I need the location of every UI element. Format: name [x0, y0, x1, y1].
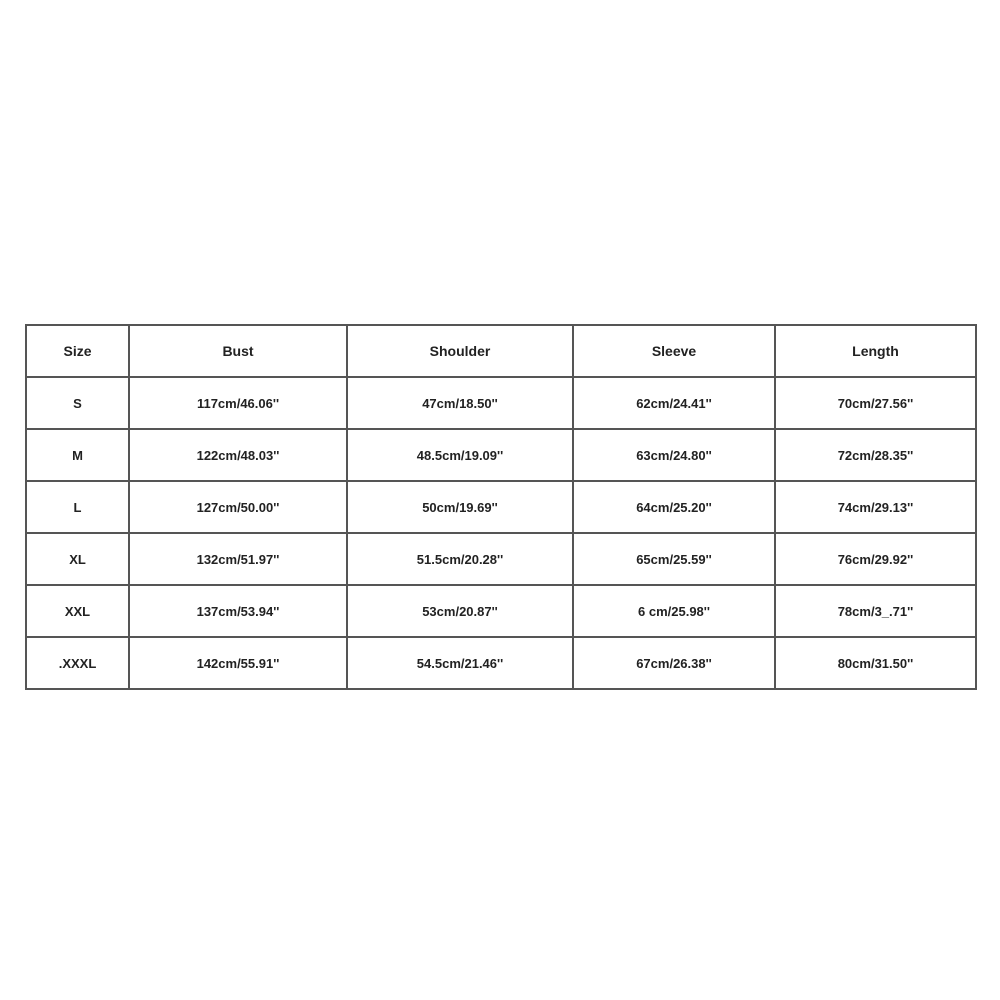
table-row — [26, 637, 976, 689]
table-row — [26, 429, 976, 481]
sleeve-cell: 64cm/25.20'' — [573, 481, 775, 533]
bust-cell: 117cm/46.06'' — [129, 377, 347, 429]
header-shoulder: Shoulder — [347, 325, 573, 377]
shoulder-cell: 54.5cm/21.46'' — [347, 637, 573, 689]
shoulder-cell: 51.5cm/20.28'' — [347, 533, 573, 585]
sleeve-cell: 6 cm/25.98'' — [573, 585, 775, 637]
table-row — [26, 585, 976, 637]
sleeve-cell: 65cm/25.59'' — [573, 533, 775, 585]
shoulder-cell: 53cm/20.87'' — [347, 585, 573, 637]
header-size: Size — [26, 325, 129, 377]
table-row — [26, 481, 976, 533]
length-cell: 70cm/27.56'' — [775, 377, 976, 429]
shoulder-cell: 47cm/18.50'' — [347, 377, 573, 429]
size-cell: XL — [26, 533, 129, 585]
size-chart-table — [25, 324, 977, 690]
shoulder-cell: 50cm/19.69'' — [347, 481, 573, 533]
size-cell: .XXXL — [26, 637, 129, 689]
header-row — [26, 325, 976, 377]
bust-cell: 122cm/48.03'' — [129, 429, 347, 481]
bust-cell: 137cm/53.94'' — [129, 585, 347, 637]
length-cell: 72cm/28.35'' — [775, 429, 976, 481]
size-cell: S — [26, 377, 129, 429]
bust-cell: 127cm/50.00'' — [129, 481, 347, 533]
bust-cell: 142cm/55.91'' — [129, 637, 347, 689]
size-cell: L — [26, 481, 129, 533]
bust-cell: 132cm/51.97'' — [129, 533, 347, 585]
table-row — [26, 377, 976, 429]
size-cell: M — [26, 429, 129, 481]
sleeve-cell: 67cm/26.38'' — [573, 637, 775, 689]
length-cell: 74cm/29.13'' — [775, 481, 976, 533]
size-cell: XXL — [26, 585, 129, 637]
length-cell: 78cm/3_.71'' — [775, 585, 976, 637]
table-row — [26, 533, 976, 585]
header-sleeve: Sleeve — [573, 325, 775, 377]
length-cell: 76cm/29.92'' — [775, 533, 976, 585]
length-cell: 80cm/31.50'' — [775, 637, 976, 689]
header-bust: Bust — [129, 325, 347, 377]
header-length: Length — [775, 325, 976, 377]
sleeve-cell: 63cm/24.80'' — [573, 429, 775, 481]
sleeve-cell: 62cm/24.41'' — [573, 377, 775, 429]
shoulder-cell: 48.5cm/19.09'' — [347, 429, 573, 481]
